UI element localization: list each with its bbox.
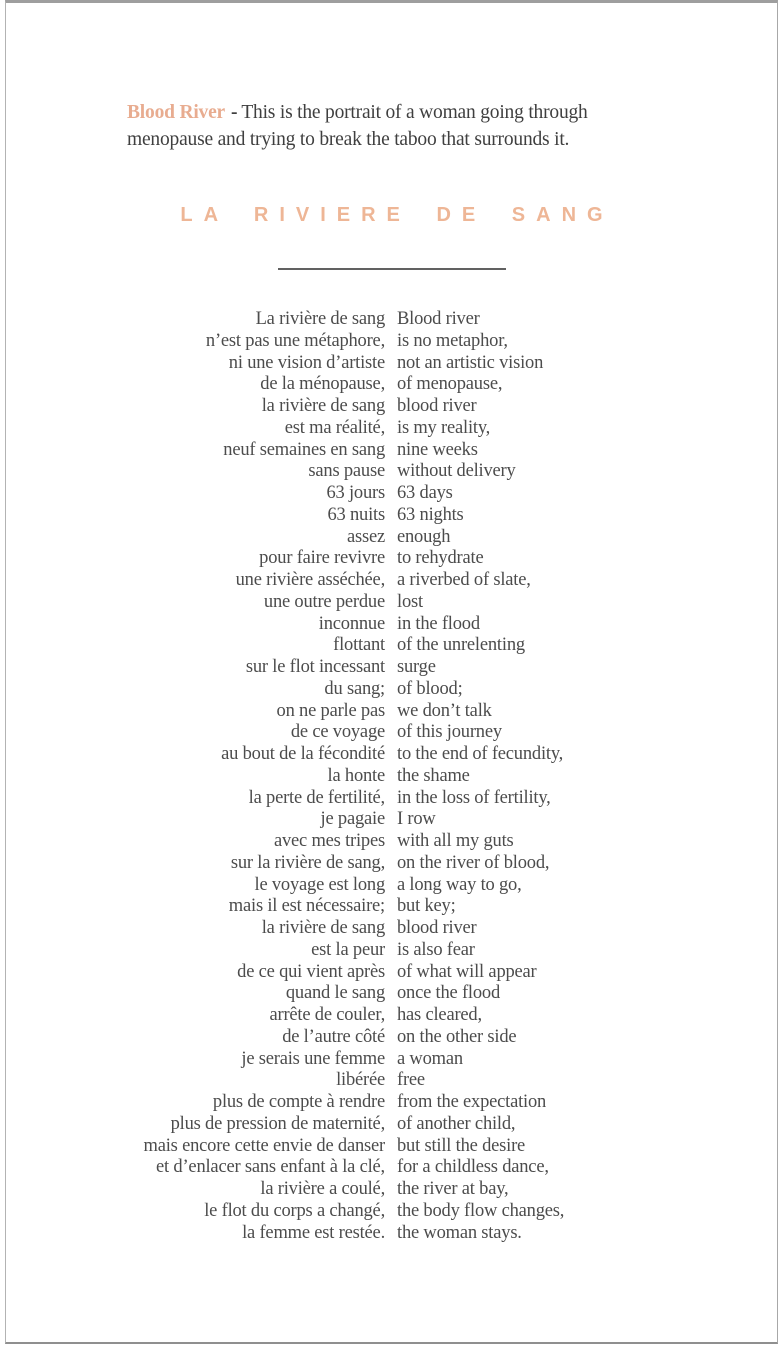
poem-line-row <box>6 831 777 853</box>
poem <box>6 309 777 1244</box>
poem-line-french: la rivière de sang <box>261 396 385 416</box>
poem-line-row <box>6 1223 777 1245</box>
poem-line-french: ni une vision d’artiste <box>228 352 385 373</box>
poem-line-english: from the expectation <box>397 1092 547 1112</box>
poem-line-french: sur le flot incessant <box>245 657 385 677</box>
poem-line-row <box>6 614 777 636</box>
poem-line-english: Blood river <box>397 309 480 329</box>
poem-line-french: assez <box>346 526 385 547</box>
page-frame <box>5 0 778 1344</box>
poem-line-row <box>6 483 777 505</box>
poem-line-row <box>6 1070 777 1092</box>
poem-line-row <box>6 1005 777 1027</box>
poem-line-french: le flot du corps a changé, <box>204 1200 385 1221</box>
poem-line-row <box>6 1049 777 1071</box>
poem-line-french: flottant <box>333 635 385 656</box>
poem-line-row <box>6 396 777 418</box>
poem-line-english: on the river of blood, <box>397 852 550 873</box>
poem-line-french: libérée <box>336 1070 385 1091</box>
poem-line-english: lost <box>397 591 423 612</box>
poem-line-french: plus de pression de maternité, <box>170 1113 385 1134</box>
poem-line-english: of the unrelenting <box>397 635 525 656</box>
poem-line-english: enough <box>397 526 451 547</box>
poem-line-french: inconnue <box>318 613 385 634</box>
poem-line-row <box>6 1157 777 1179</box>
poem-line-row <box>6 788 777 810</box>
poem-line-english: the shame <box>397 765 470 786</box>
poem-line-english: free <box>397 1070 425 1091</box>
poem-line-english: a riverbed of slate, <box>397 570 531 590</box>
poem-line-english: 63 days <box>397 483 453 503</box>
poem-line-english: of what will appear <box>397 961 537 982</box>
poem-line-english: to rehydrate <box>397 548 484 569</box>
poem-line-row <box>6 1027 777 1049</box>
poem-line-row <box>6 635 777 657</box>
poem-line-english: has cleared, <box>397 1005 482 1025</box>
poem-line-row <box>6 1092 777 1114</box>
poem-line-english: is also fear <box>397 939 475 960</box>
poem-line-english: is my reality, <box>397 417 491 438</box>
poem-line-english: nine weeks <box>397 439 478 460</box>
poem-line-french: de ce voyage <box>290 722 385 743</box>
poem-line-english: is no metaphor, <box>397 330 508 351</box>
poem-line-english: surge <box>397 657 436 677</box>
poem-line-english: 63 nights <box>397 504 464 525</box>
poem-line-french: pour faire revivre <box>259 548 385 569</box>
poem-line-english: once the flood <box>397 983 501 1004</box>
poem-line-row <box>6 657 777 679</box>
poem-line-french: la rivière a coulé, <box>260 1179 385 1199</box>
poem-line-row <box>6 374 777 396</box>
poem-line-english: we don’t talk <box>397 700 492 721</box>
poem-line-french: je pagaie <box>320 809 385 830</box>
poem-line-english: blood river <box>397 918 477 938</box>
poem-line-english: the river at bay, <box>397 1179 509 1199</box>
poem-line-row <box>6 896 777 918</box>
poem-line-row <box>6 918 777 940</box>
poem-line-french: n’est pas une métaphore, <box>205 330 385 351</box>
poem-line-english: to the end of fecundity, <box>397 744 564 764</box>
poem-line-english: but key; <box>397 896 456 917</box>
title-divider-rule <box>278 268 506 270</box>
poem-line-french: plus de compte à rendre <box>212 1092 385 1112</box>
poem-line-row <box>6 744 777 766</box>
poem-line-english: not an artistic vision <box>397 352 544 373</box>
poem-line-french: une outre perdue <box>263 591 385 612</box>
poem-line-french: de ce qui vient après <box>237 961 385 982</box>
poem-line-french: est la peur <box>311 939 385 960</box>
poem-line-english: on the other side <box>397 1026 517 1047</box>
poem-line-french: avec mes tripes <box>273 831 385 851</box>
poem-line-row <box>6 983 777 1005</box>
poem-line-english: in the loss of fertility, <box>397 787 551 808</box>
poem-line-french: sans pause <box>308 461 385 482</box>
poem-line-row <box>6 527 777 549</box>
poem-line-row <box>6 461 777 483</box>
poem-line-row <box>6 353 777 375</box>
poem-line-row <box>6 1201 777 1223</box>
poem-line-row <box>6 766 777 788</box>
intro-description: This is the portrait of a woman going through menopause and trying to break the taboo that surrounds it. <box>127 101 588 150</box>
poem-line-french: arrête de couler, <box>269 1005 385 1025</box>
poem-line-english: of another child, <box>397 1113 516 1134</box>
poem-line-french: et d’enlacer sans enfant à la clé, <box>156 1157 385 1178</box>
intro-title: Blood River <box>127 101 226 123</box>
poem-line-english: a woman <box>397 1048 463 1069</box>
poem-line-row <box>6 418 777 440</box>
poem-title: LA RIVIERE DE SANG <box>180 204 614 226</box>
poem-line-english: of menopause, <box>397 374 503 395</box>
poem-line-english: without delivery <box>397 461 516 482</box>
poem-line-row <box>6 1179 777 1201</box>
intro-separator: - <box>231 101 238 123</box>
poem-line-english: the woman stays. <box>397 1222 522 1243</box>
poem-line-french: au bout de la fécondité <box>221 744 385 764</box>
poem-line-row <box>6 505 777 527</box>
poem-line-french: quand le sang <box>285 983 385 1004</box>
poem-line-english: the body flow changes, <box>397 1200 565 1221</box>
poem-line-french: la perte de fertilité, <box>248 787 385 808</box>
poem-line-row <box>6 853 777 875</box>
poem-line-french: mais il est nécessaire; <box>228 896 385 917</box>
poem-line-french: je serais une femme <box>241 1048 385 1069</box>
poem-line-row <box>6 548 777 570</box>
poem-line-french: on ne parle pas <box>276 700 385 721</box>
poem-line-french: 63 jours <box>326 483 385 503</box>
poem-line-english: for a childless dance, <box>397 1157 549 1178</box>
poem-line-english: with all my guts <box>397 831 514 851</box>
poem-line-row <box>6 570 777 592</box>
intro-paragraph <box>127 99 657 153</box>
poem-line-french: la femme est restée. <box>242 1222 385 1243</box>
poem-line-row <box>6 875 777 897</box>
poem-line-english: of blood; <box>397 678 463 699</box>
poem-line-row <box>6 331 777 353</box>
poem-line-english: of this journey <box>397 722 502 743</box>
poem-line-row <box>6 701 777 723</box>
poem-line-row <box>6 309 777 331</box>
poem-line-french: la honte <box>327 765 385 786</box>
poem-line-english: but still the desire <box>397 1135 526 1156</box>
poem-line-row <box>6 809 777 831</box>
poem-line-english: a long way to go, <box>397 874 522 895</box>
poem-line-row <box>6 679 777 701</box>
poem-line-french: la rivière de sang <box>261 918 385 938</box>
poem-line-row <box>6 1114 777 1136</box>
poem-line-row <box>6 1136 777 1158</box>
poem-line-french: le voyage est long <box>254 874 385 895</box>
poem-line-french: du sang; <box>324 678 385 699</box>
poem-line-english: I row <box>397 809 436 830</box>
poem-line-french: une rivière asséchée, <box>235 570 385 590</box>
poem-line-french: La rivière de sang <box>255 309 385 329</box>
poem-line-french: de la ménopause, <box>260 374 385 395</box>
poem-line-english: in the flood <box>397 613 480 634</box>
poem-line-row <box>6 722 777 744</box>
poem-line-french: sur la rivière de sang, <box>230 852 385 873</box>
poem-line-french: 63 nuits <box>327 504 385 525</box>
poem-line-row <box>6 962 777 984</box>
poem-line-french: de l’autre côté <box>282 1026 385 1047</box>
poem-line-row <box>6 440 777 462</box>
poem-line-row <box>6 940 777 962</box>
poem-line-french: mais encore cette envie de danser <box>143 1135 385 1156</box>
poem-line-english: blood river <box>397 396 477 416</box>
poem-line-row <box>6 592 777 614</box>
poem-line-french: neuf semaines en sang <box>223 439 385 460</box>
poem-line-french: est ma réalité, <box>284 417 385 438</box>
